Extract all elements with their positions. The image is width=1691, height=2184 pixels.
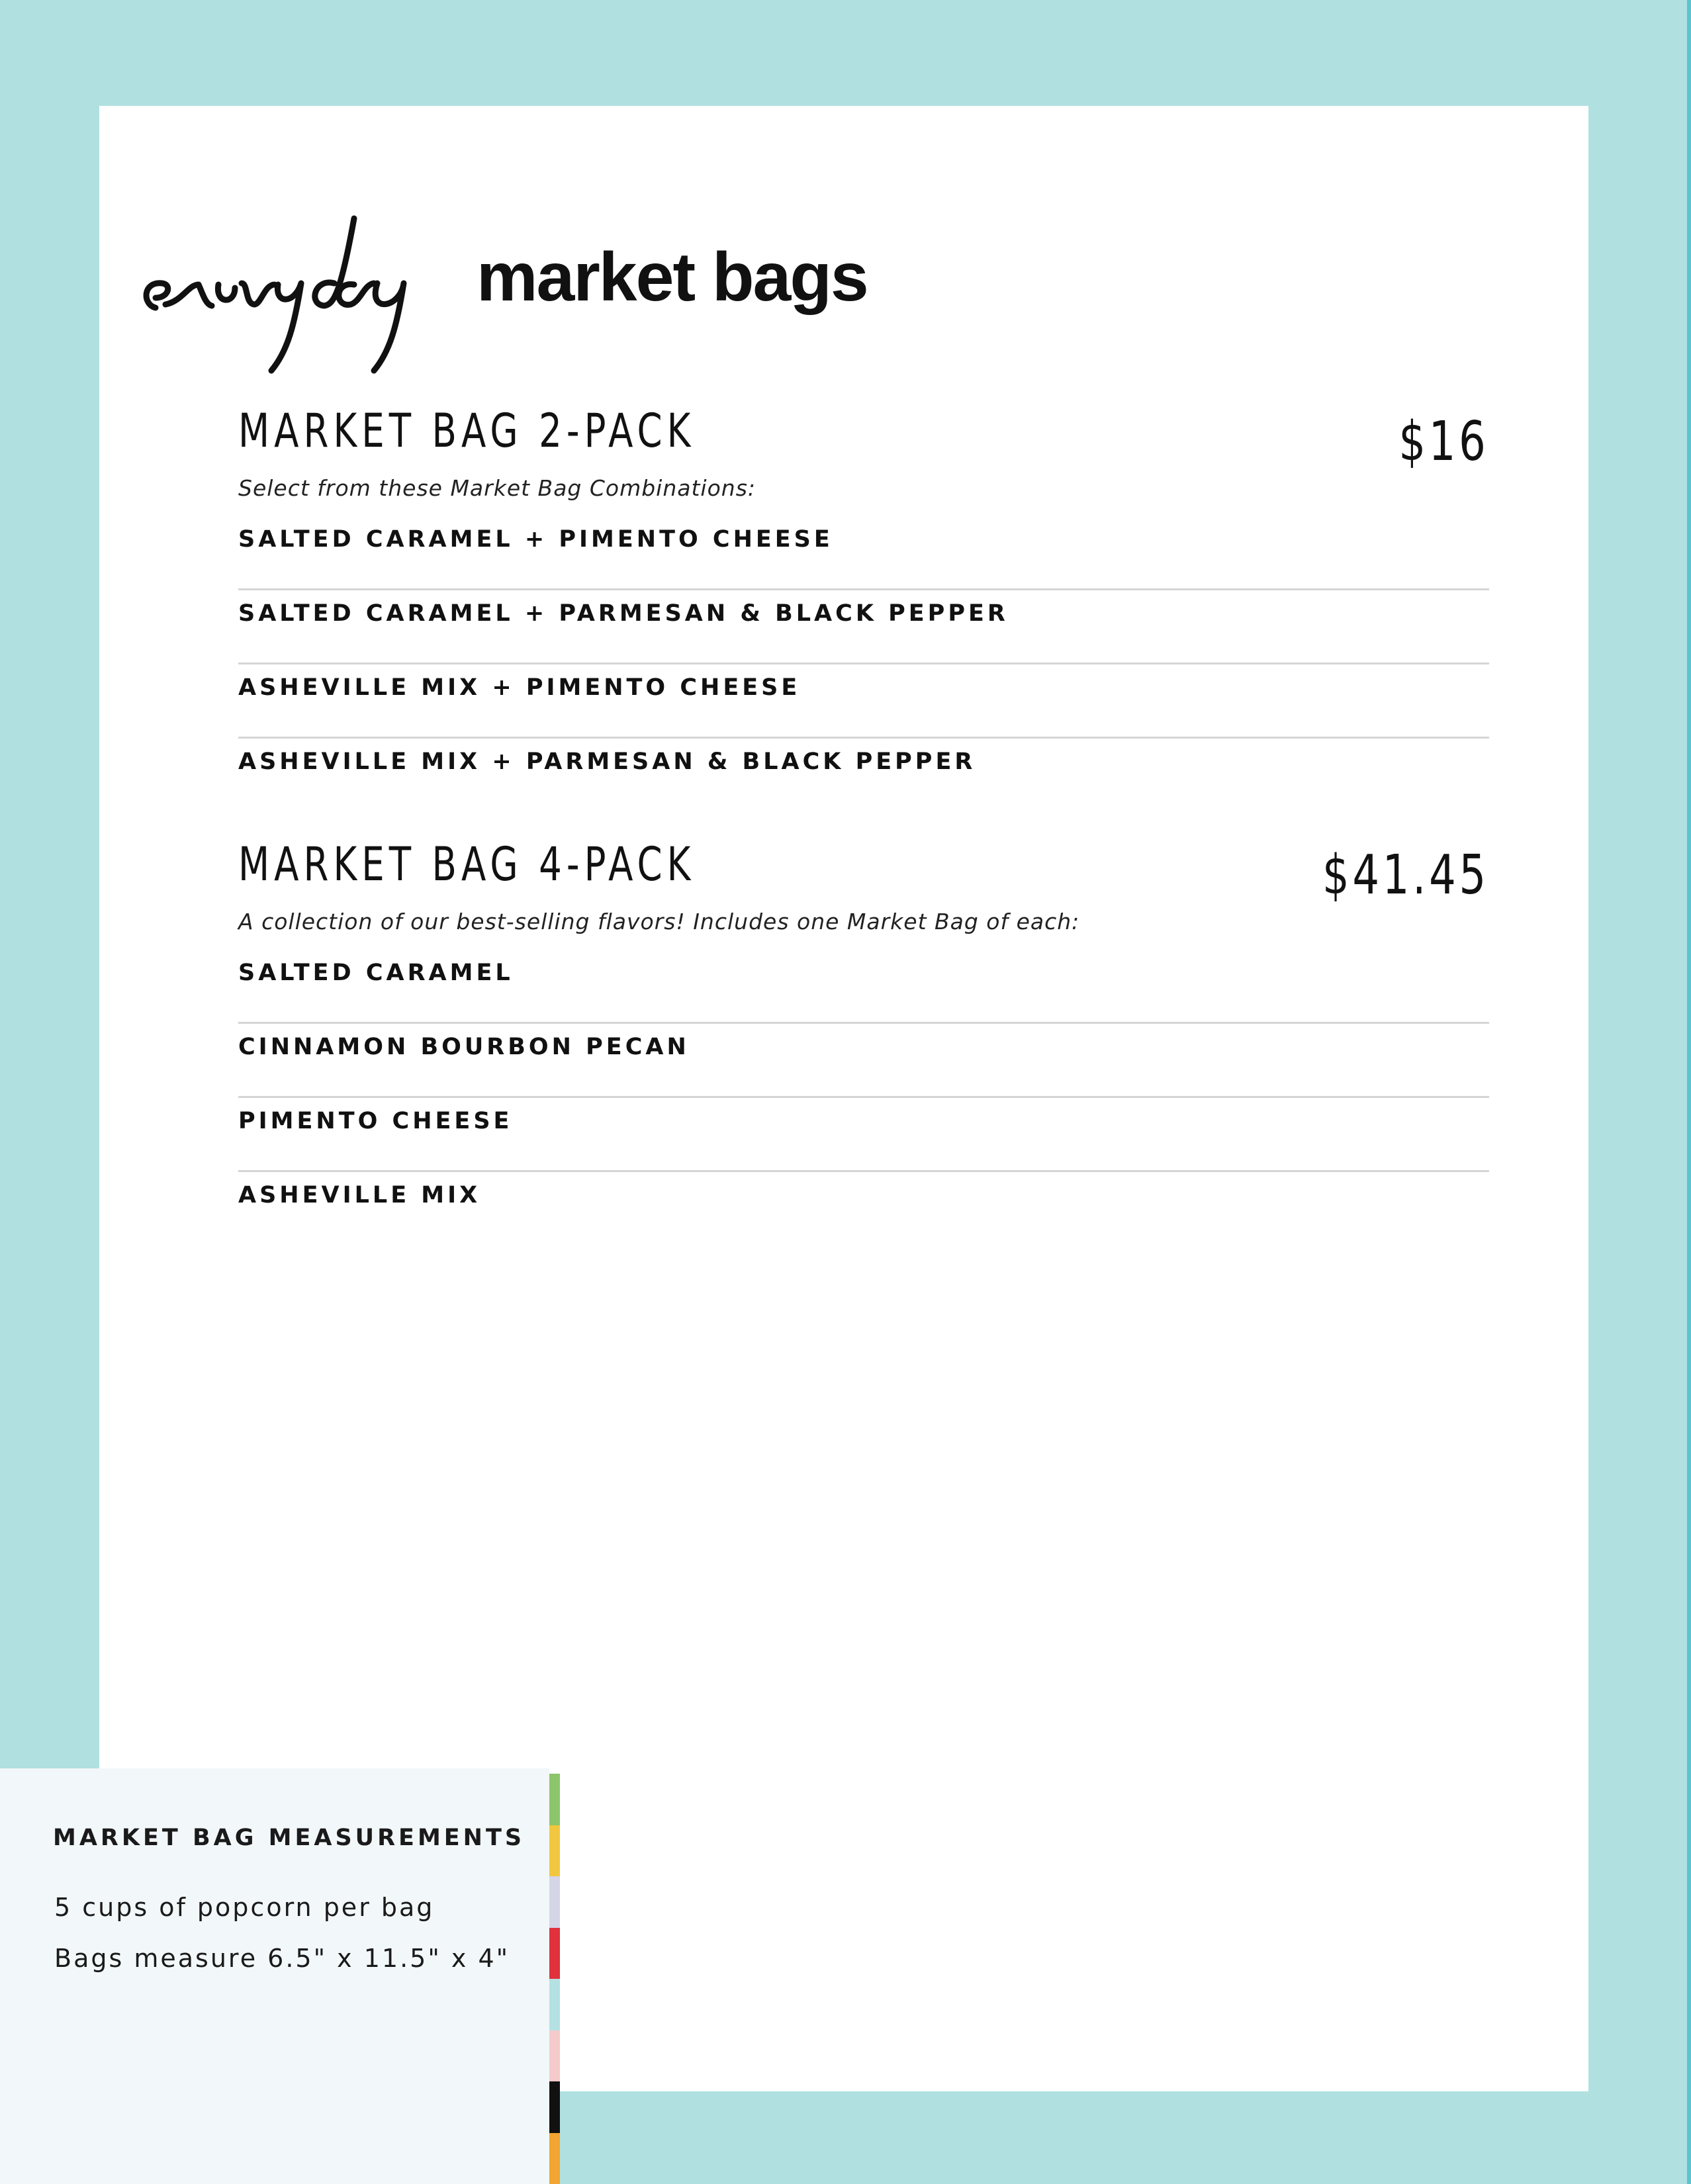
measurement-line: 5 cups of popcorn per bag (54, 1893, 435, 1922)
item-list (238, 516, 1489, 813)
section-subtitle: Select from these Market Bag Combinations: (238, 475, 756, 501)
section-price: $41.45 (1322, 844, 1489, 907)
title-market-bags: market bags (477, 239, 868, 316)
measurement-line: Bags measure 6.5" x 11.5" x 4" (54, 1944, 510, 1973)
list-item: ASHEVILLE MIX + PARMESAN & BLACK PEPPER (238, 749, 976, 775)
section-4-pack (238, 837, 1489, 1208)
list-item: CINNAMON BOURBON PECAN (238, 1024, 1489, 1098)
stripe-segment (549, 1979, 560, 2030)
everyday-script-logo (136, 205, 467, 390)
stripe-segment (549, 2081, 560, 2133)
stripe-segment (549, 1825, 560, 1877)
list-item: SALTED CARAMEL (238, 950, 1489, 1024)
measurements-title: MARKET BAG MEASUREMENTS (53, 1825, 526, 1851)
stripe-segment (549, 1876, 560, 1928)
page-title (136, 205, 1128, 390)
list-item: PIMENTO CHEESE (238, 1098, 1489, 1172)
section-subtitle: A collection of our best-selling flavors! Includes one Market Bag of each: (238, 909, 1080, 934)
list-item: SALTED CARAMEL + PIMENTO CHEESE (238, 516, 1489, 590)
stripe-segment (549, 2030, 560, 2082)
color-stripe (549, 1774, 560, 2184)
item-list (238, 950, 1489, 1246)
stripe-segment (549, 1928, 560, 1979)
stripe-segment (549, 2133, 560, 2184)
section-heading: MARKET BAG 4-PACK (238, 837, 696, 891)
section-2-pack (238, 404, 1489, 774)
list-item: SALTED CARAMEL + PARMESAN & BLACK PEPPER (238, 590, 1489, 664)
stripe-segment (549, 1774, 560, 1825)
section-heading: MARKET BAG 2-PACK (238, 404, 696, 458)
section-price: $16 (1398, 410, 1489, 473)
measurements-box (0, 1768, 549, 2184)
right-edge-border (1687, 0, 1691, 2184)
list-item: ASHEVILLE MIX + PIMENTO CHEESE (238, 664, 1489, 739)
list-item: ASHEVILLE MIX (238, 1182, 481, 1208)
